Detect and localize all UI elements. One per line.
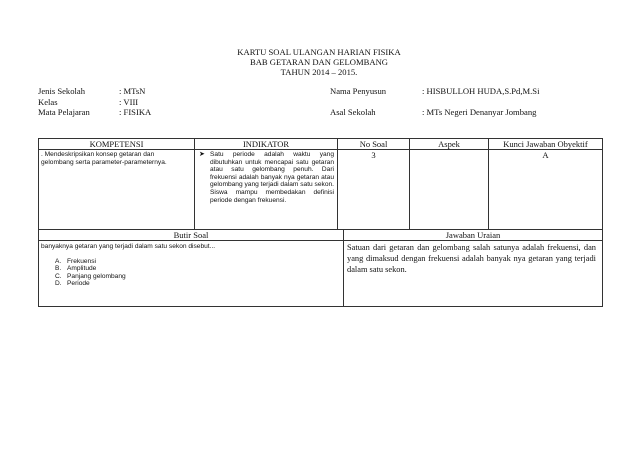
table-header-row bbox=[39, 139, 603, 150]
competency-table bbox=[38, 138, 603, 230]
checkmark-bullet-icon: ➤ bbox=[199, 151, 205, 158]
header-indikator: INDIKATOR bbox=[195, 139, 338, 150]
header-aspek: Aspek bbox=[410, 139, 489, 150]
title-line-1: KARTU SOAL ULANGAN HARIAN FISIKA bbox=[237, 47, 401, 57]
kompetensi-cell bbox=[39, 150, 195, 230]
option-letter: C. bbox=[55, 272, 62, 280]
info-label: Nama Penyusun bbox=[330, 86, 387, 96]
header-butir-soal: Butir Soal bbox=[39, 230, 344, 241]
header-kompetensi: KOMPETENSI bbox=[39, 139, 195, 150]
info-label bbox=[330, 97, 422, 108]
list-item bbox=[55, 280, 339, 288]
table-row bbox=[39, 150, 603, 230]
answer-cell bbox=[344, 241, 603, 307]
option-text: Panjang gelombang bbox=[67, 272, 126, 280]
info-row bbox=[330, 86, 539, 97]
info-label: Mata Pelajaran bbox=[38, 107, 90, 117]
answer-text: Satuan dari getaran dan gelombang salah satunya adalah frekuensi, dan yang dimaksud dengan frekuensi adalah banyak nya getaran yang terjadi dalam satu sekon. bbox=[347, 243, 596, 274]
header-no-soal: No Soal bbox=[338, 139, 410, 150]
list-item bbox=[55, 258, 339, 266]
info-row bbox=[38, 86, 151, 97]
info-value: : MTsN bbox=[119, 86, 146, 96]
header-jawaban-uraian: Jawaban Uraian bbox=[344, 230, 603, 241]
info-row bbox=[38, 97, 151, 108]
document-title bbox=[0, 47, 638, 77]
info-value: : HISBULLOH HUDA,S.Pd,M.Si bbox=[422, 86, 540, 96]
info-label: Jenis Sekolah bbox=[38, 86, 86, 96]
indikator-text: Satu periode adalah waktu yang dibutuhkan untuk mencapai satu getaran atau satu gelombang penuh. Dari frekuensi adalah banyak nya getaran atau gelombang yang terjadi dalam satu sekon. Siswa mampu membedakan definisi periode dengan frekuensi. bbox=[210, 151, 334, 204]
school-info bbox=[38, 86, 151, 118]
options-list bbox=[55, 258, 339, 288]
info-value: : FISIKA bbox=[119, 107, 152, 117]
option-text: Periode bbox=[67, 280, 90, 288]
info-label: Asal Sekolah bbox=[330, 107, 376, 117]
option-letter: B. bbox=[55, 265, 62, 273]
title-line-3: TAHUN 2014 – 2015. bbox=[280, 67, 358, 77]
title-line-2: BAB GETARAN DAN GELOMBANG bbox=[249, 57, 388, 67]
kunci-cell: A bbox=[489, 150, 603, 230]
info-row bbox=[38, 107, 151, 118]
option-letter: A. bbox=[55, 257, 62, 265]
header-kunci: Kunci Jawaban Obyektif bbox=[489, 139, 603, 150]
table-row bbox=[39, 241, 603, 307]
kompetensi-text: . Mendeskripsikan konsep getaran dan gelombang serta parameter-parameternya. bbox=[41, 151, 167, 166]
indikator-cell bbox=[195, 150, 338, 230]
info-value: : VIII bbox=[119, 96, 139, 107]
table-header-row bbox=[39, 230, 603, 241]
list-item bbox=[55, 273, 339, 281]
option-text: Frekuensi bbox=[67, 257, 96, 265]
no-soal-cell: 3 bbox=[338, 150, 410, 230]
question-cell bbox=[39, 241, 344, 307]
question-text: banyaknya getaran yang terjadi dalam satu sekon disebut... bbox=[41, 243, 216, 250]
info-value: : MTs Negeri Denanyar Jombang bbox=[422, 107, 537, 117]
option-letter: D. bbox=[55, 280, 62, 288]
info-row bbox=[330, 97, 539, 108]
question-table bbox=[38, 229, 603, 307]
aspek-cell bbox=[410, 150, 489, 230]
option-text: Amplitude bbox=[67, 265, 97, 273]
info-row bbox=[330, 107, 539, 118]
author-info bbox=[330, 86, 539, 118]
list-item bbox=[55, 265, 339, 273]
info-label: Kelas bbox=[38, 96, 58, 107]
